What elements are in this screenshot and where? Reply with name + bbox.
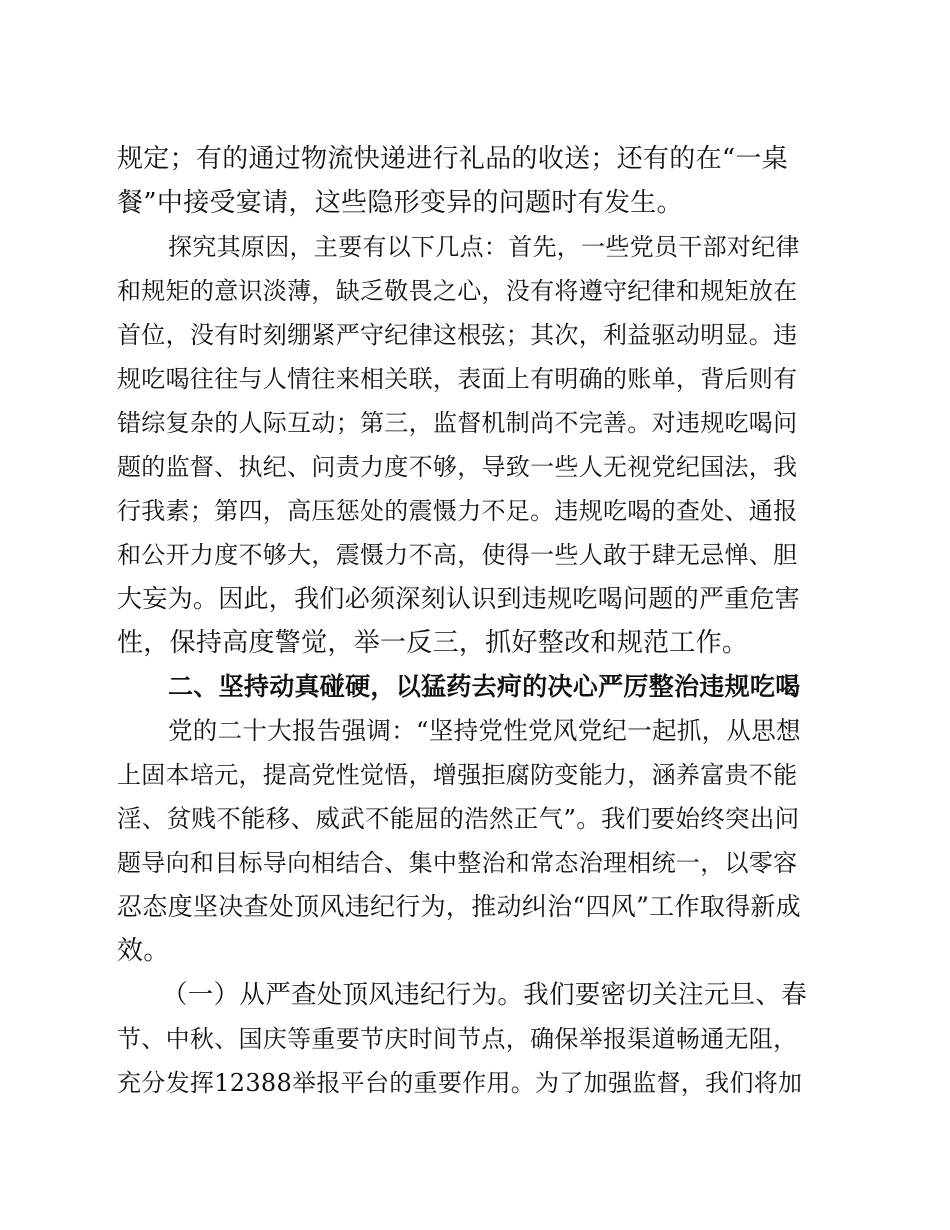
paragraph-line: 探究其原因，主要有以下几点：首先，一些党员干部对纪律 [168, 233, 800, 261]
paragraph-line: 题的监督、执纪、问责力度不够，导致一些人无视党纪国法，我 [117, 453, 798, 481]
paragraph-line: 和公开力度不够大，震慑力不高，使得一些人敢于肆无忌惮、胆 [117, 541, 798, 569]
paragraph-line: 行我素；第四，高压惩处的震慑力不足。违规吃喝的查处、通报 [117, 497, 798, 525]
paragraph-line: 节、中秋、国庆等重要节庆时间节点，确保举报渠道畅通无阻， [117, 1025, 798, 1053]
paragraph-line: 规定；有的通过物流快递进行礼品的收送；还有的在“一桌 [117, 144, 789, 174]
paragraph-line: 忍态度坚决查处顶风违纪行为，推动纠治“四风”工作取得新成 [117, 892, 801, 921]
paragraph-line: 淫、贫贱不能移、威武不能屈的浩然正气”。我们要始终突出问 [117, 804, 800, 833]
paragraph-line: 题导向和目标导向相结合、集中整治和常态治理相统一，以零容 [117, 849, 798, 877]
paragraph-line: 性，保持高度警觉，举一反三，抓好整改和规范工作。 [117, 628, 749, 658]
paragraph-line: 大妄为。因此，我们必须深刻认识到违规吃喝问题的严重危害 [117, 584, 801, 613]
paragraph-line: 首位，没有时刻绷紧严守纪律这根弦；其次，利益驱动明显。违 [117, 321, 798, 349]
section-heading: 二、坚持动真碰硬，以猛药去疴的决心严厉整治违规吃喝 [168, 672, 801, 701]
paragraph-line: 充分发挥12388举报平台的重要作用。为了加强监督，我们将加 [117, 1069, 803, 1097]
paragraph-line: 错综复杂的人际互动；第三，监督机制尚不完善。对违规吃喝问 [117, 409, 798, 437]
paragraph-line: 餐”中接受宴请，这些隐形变异的问题时有发生。 [117, 188, 683, 218]
paragraph-line: （一）从严查处顶风违纪行为。我们要密切关注元旦、春 [162, 980, 808, 1010]
paragraph-line: 和规矩的意识淡薄，缺乏敬畏之心，没有将遵守纪律和规矩放在 [117, 277, 798, 305]
paragraph-line: 上固本培元，提高党性觉悟，增强拒腐防变能力，涵养富贵不能 [117, 761, 798, 789]
paragraph-line: 效。 [117, 936, 170, 966]
paragraph-line: 党的二十大报告强调：“坚持党性党风党纪一起抓，从思想 [168, 716, 801, 745]
paragraph-line: 规吃喝往往与人情往来相关联，表面上有明确的账单，背后则有 [117, 365, 798, 393]
